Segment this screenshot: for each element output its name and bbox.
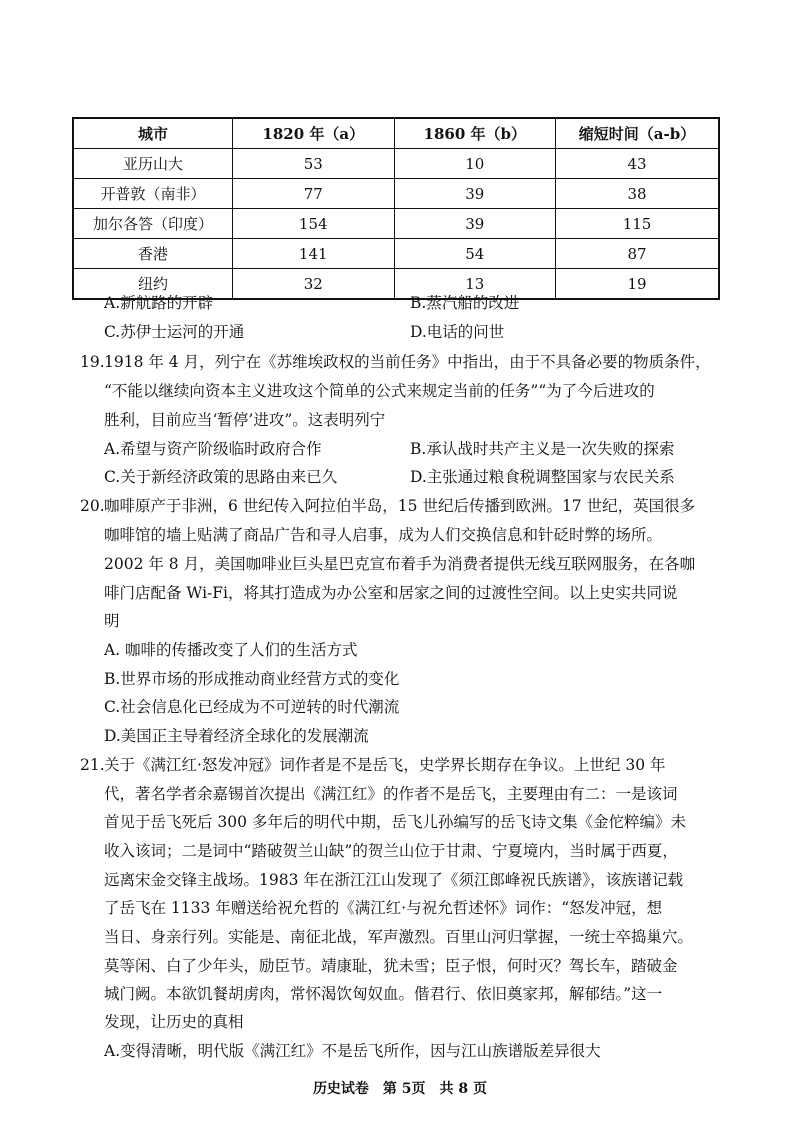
table-header-cell: 城市: [73, 118, 232, 149]
q18-option-d[interactable]: D.电话的问世: [410, 323, 505, 341]
q19-stem-line: 1918 年 4 月，列宁在《苏维埃政权的当前任务》中指出，由于不具备必要的物质条件，: [104, 353, 711, 371]
data-table: [72, 117, 720, 300]
q21-option-a[interactable]: A.变得清晰，明代版《满江红》不是岳飞所作，因与江山族谱版差异很大: [104, 1042, 601, 1060]
table-cell: 10: [394, 149, 556, 179]
table-row: [73, 209, 719, 239]
q19-option-a[interactable]: A.希望与资产阶级临时政府合作: [104, 440, 322, 458]
q20-number: 20.: [80, 497, 105, 515]
table-cell: 87: [556, 239, 719, 269]
q20-stem-line: 咖啡馆的墙上贴满了商品广告和寻人启事，成为人们交换信息和针砭时弊的场所。: [104, 526, 663, 544]
page-footer: 历史试卷 第 5页 共 8 页: [312, 1081, 488, 1097]
q20-stem-line: 明: [104, 612, 120, 630]
q21-stem-line: 收入该词；二是词中“踏破贺兰山缺”的贺兰山位于甘肃、宁夏境内，当时属于西夏，: [104, 842, 678, 860]
table-cell: 77: [232, 179, 394, 209]
table-cell: 加尔各答（印度）: [73, 209, 232, 239]
q21-stem-line: 发现，让历史的真相: [104, 1013, 244, 1031]
table-cell: 154: [232, 209, 394, 239]
q20-option-b[interactable]: B.世界市场的形成推动商业经营方式的变化: [104, 670, 400, 688]
table-row: [73, 179, 719, 209]
table-cell: 39: [394, 209, 556, 239]
q18-option-b[interactable]: B.蒸汽船的改进: [410, 294, 520, 312]
q19-options-row-1: [104, 439, 724, 459]
q20-stem-line: 2002 年 8 月，美国咖啡业巨头星巴克宣布着手为消费者提供无线互联网服务，在各咖: [104, 555, 696, 573]
q19-option-d[interactable]: D.主张通过粮食税调整国家与农民关系: [410, 468, 675, 486]
table-cell: 115: [556, 209, 719, 239]
q20-option-c[interactable]: C.社会信息化已经成为不可逆转的时代潮流: [104, 698, 400, 716]
table-cell: 13: [394, 269, 556, 300]
q21-stem-line: 莫等闲、白了少年头，励臣节。靖康耻，犹未雪；臣子恨，何时灭？驾长车，踏破金: [104, 957, 678, 975]
q21-number: 21.: [80, 756, 105, 774]
table-cell: 32: [232, 269, 394, 300]
table-cell: 亚历山大: [73, 149, 232, 179]
q20-stem-line: 咖啡原产于非洲，6 世纪传入阿拉伯半岛，15 世纪后传播到欧洲。17 世纪，英国很多: [104, 497, 696, 515]
q19-number: 19.: [80, 353, 105, 371]
q19-option-c[interactable]: C.关于新经济政策的思路由来已久: [104, 468, 338, 486]
q20-stem-line: 啡门店配备 Wi-Fi，将其打造成为办公室和居家之间的过渡性空间。以上史实共同说: [104, 584, 678, 602]
table-header-cell: 1860 年（b）: [394, 118, 556, 149]
table-header-row: [73, 118, 719, 149]
table-cell: 19: [556, 269, 719, 300]
q18-option-a[interactable]: A.新航路的开辟: [104, 294, 214, 312]
q21-stem-line: 了岳飞在 1133 年赠送给祝允哲的《满江红·与祝允哲述怀》词作：“怒发冲冠，想: [104, 899, 663, 917]
table-row: [73, 149, 719, 179]
q21-stem-line: 当日、身亲行列。实能是、南征北战，军声激烈。百里山河归掌握，一统士卒捣巢穴。: [104, 928, 694, 946]
table-cell: 38: [556, 179, 719, 209]
table-cell: 香港: [73, 239, 232, 269]
table-header-cell: 缩短时间（a-b）: [556, 118, 719, 149]
q21-stem-line: 远离宋金交锋主战场。1983 年在浙江江山发现了《须江郎峰祝氏族谱》，该族谱记载: [104, 871, 684, 889]
table-cell: 53: [232, 149, 394, 179]
q19-stem-line: “不能以继续向资本主义进攻这个简单的公式来规定当前的任务”“为了今后进攻的: [104, 382, 655, 400]
q20-option-a[interactable]: A. 咖啡的传播改变了人们的生活方式: [104, 641, 358, 659]
table-cell: 141: [232, 239, 394, 269]
q21-stem-line: 代，著名学者余嘉锡首次提出《满江红》的作者不是岳飞，主要理由有二：一是该词: [104, 785, 678, 803]
table-cell: 43: [556, 149, 719, 179]
table-header-cell: 1820 年（a）: [232, 118, 394, 149]
table-cell: 39: [394, 179, 556, 209]
q21-stem-line: 首见于岳飞死后 300 多年后的明代中期，岳飞儿孙编写的岳飞诗文集《金佗粹编》未: [104, 813, 686, 831]
q21-stem-line: 关于《满江红·怒发冲冠》词作者是不是岳飞，史学界长期存在争议。上世纪 30 年: [104, 756, 666, 774]
q18-option-c[interactable]: C.苏伊士运河的开通: [104, 323, 245, 341]
q18-options-row-1: [104, 293, 724, 313]
q18-options-row-2: [104, 322, 724, 342]
table-cell: 54: [394, 239, 556, 269]
q19-option-b[interactable]: B.承认战时共产主义是一次失败的探索: [410, 440, 675, 458]
q19-stem-line: 胜利，目前应当‘暂停’进攻”。这表明列宁: [104, 411, 386, 429]
q20-option-d[interactable]: D.美国正主导着经济全球化的发展潮流: [104, 727, 369, 745]
q19-options-row-2: [104, 467, 724, 487]
q21-stem-line: 城门阙。本欲饥餐胡虏肉，常怀渴饮匈奴血。偕君行、依旧奠家邦，解郁结。”这一: [104, 985, 663, 1003]
table-cell: 开普敦（南非）: [73, 179, 232, 209]
table-row: [73, 239, 719, 269]
table-cell: 纽约: [73, 269, 232, 300]
